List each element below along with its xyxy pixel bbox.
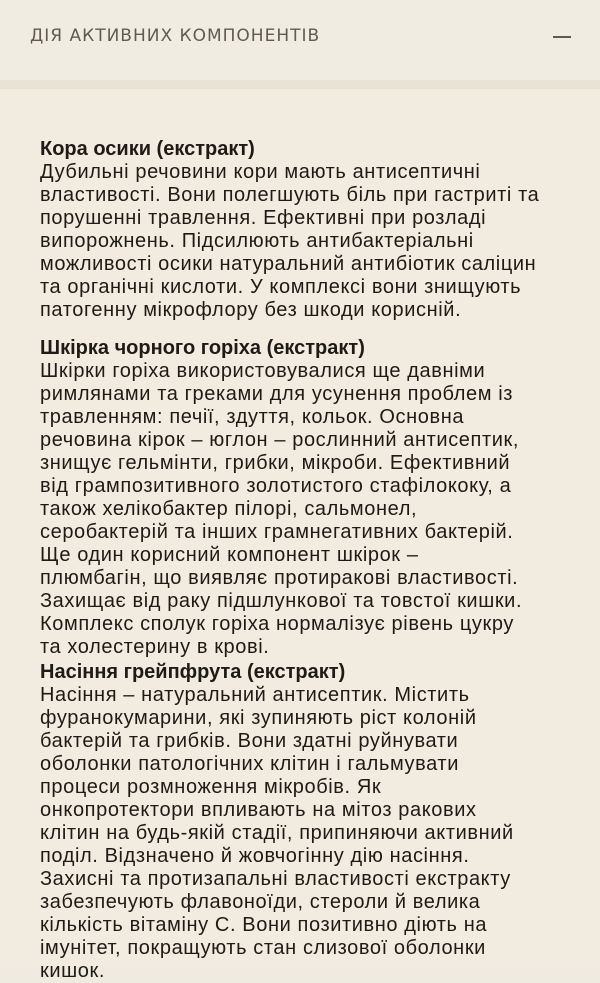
text-line: Шкірки горіха використовувалися ще давніми	[40, 360, 486, 382]
section-title: Насіння грейпфрута (екстракт)	[40, 661, 346, 683]
section-aspen-bark	[40, 138, 580, 322]
text-line: Насіння – натуральний антисептик. Містить	[40, 684, 470, 706]
text-line: поділ. Відзначено й жовчогінну дію насіння.	[40, 845, 470, 867]
text-line: оболонки патологічних клітин і гальмувати	[40, 753, 459, 775]
text-line: процеси розмноження мікробів. Як	[40, 776, 382, 798]
accordion-header[interactable]	[0, 0, 600, 80]
section-grapefruit-seed	[40, 661, 580, 983]
text-line: та холестерину в крові.	[40, 636, 270, 658]
text-line: та органічні кислоти. У комплексі вони знищують	[40, 276, 522, 298]
text-line: також хелікобактер пілорі, сальмонел,	[40, 498, 418, 520]
text-line: Дубильні речовини кори мають антисептичні	[40, 161, 481, 183]
text-line: патогенну мікрофлору без шкоди корисній.	[40, 299, 462, 321]
section-body	[40, 360, 580, 659]
text-line: Ще один корисний компонент шкірок –	[40, 544, 419, 566]
accordion-title: ДІЯ АКТИВНИХ КОМПОНЕНТІВ	[30, 26, 321, 46]
text-line: випорожнень. Підсилюють антибактеріальні	[40, 230, 474, 252]
text-line: порушенні травлення. Ефективні при розладі	[40, 207, 487, 229]
text-line: плюмбагін, що виявляє протиракові властивості.	[40, 567, 519, 589]
text-line: речовина кірок – юглон – рослинний антисептик,	[40, 429, 519, 451]
divider	[0, 80, 600, 89]
section-title: Кора осики (екстракт)	[40, 138, 255, 160]
text-line: знищує гельмінти, грибки, мікроби. Ефективний	[40, 452, 511, 474]
minus-icon[interactable]	[553, 36, 571, 38]
text-line: можливості осики натуральний антибіотик саліцин	[40, 253, 537, 275]
section-body	[40, 161, 580, 322]
text-line: кишок.	[40, 960, 105, 982]
text-line: серобактерій та інших грамнегативних бактерій.	[40, 521, 514, 543]
text-line: Захищає від раку підшлункової та товстої кишки.	[40, 590, 523, 612]
section-black-walnut	[40, 337, 580, 659]
text-line: імунітет, покращують стан слизової оболонки	[40, 937, 486, 959]
text-line: властивості. Вони полегшують біль при гастриті та	[40, 184, 540, 206]
text-line: травленням: печії, здуття, кольок. Основна	[40, 406, 465, 428]
section-body	[40, 684, 580, 983]
text-line: Комплекс сполук горіха нормалізує рівень цукру	[40, 613, 514, 635]
text-line: бактерій та грибків. Вони здатні руйнувати	[40, 730, 459, 752]
text-line: фуранокумарини, які зупиняють ріст колоній	[40, 707, 477, 729]
text-line: римлянами та греками для усунення проблем із	[40, 383, 514, 405]
text-line: від грампозитивного золотистого стафілококу, а	[40, 475, 512, 497]
section-title: Шкірка чорного горіха (екстракт)	[40, 337, 365, 359]
text-line: онкопротектори впливають на мітоз ракових	[40, 799, 477, 821]
text-line: клітин на будь-якій стадії, припиняючи активний	[40, 822, 514, 844]
text-line: Захисні та протизапальні властивості екстракту	[40, 868, 511, 890]
text-line: забезпечують флавоноїди, стероли й велика	[40, 891, 481, 913]
text-line: кількість вітаміну С. Вони позитивно діють на	[40, 914, 488, 936]
